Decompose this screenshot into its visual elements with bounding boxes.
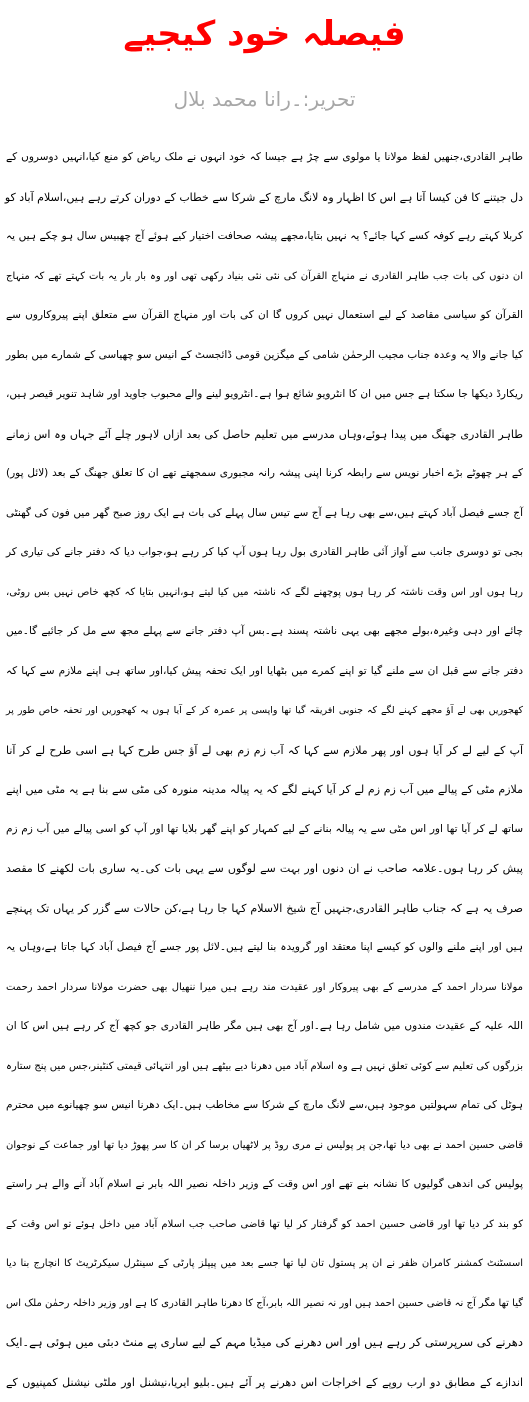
- article-line: دھرنے کی سرپرستی کر رہے ہیں اور اس دھرنے کی میڈیا مہم کے لیے ساری پے منٹ دبئی میں ہوئی ہے۔ایک: [6, 1323, 523, 1363]
- article-line: ریکارڈ دیکھا جا سکتا ہے جس میں ان کا انٹرویو شائع ہوا ہے۔انٹرویو لینے والے محبوب جاوید اور شاہد تنویر قیصر ہیں،: [6, 375, 523, 415]
- article-line: آپ کے لیے لے کر آیا ہوں اور پھر ملازم سے کہا کہ آب زم زم بھی لے آؤ جس طرح کہا ہے اسی طرح لے کر آنا: [6, 731, 523, 771]
- article-line: کربلا کہتے رہے کوفہ کسے کہا جائے؟ یہ نہیں بتایا،مجھے پیشہ صحافت اختیار کیے ہوئے آج چھبیس سال ہو چکے ہیں یہ: [6, 217, 523, 257]
- article-line: اللہ علیہ کے عقیدت مندوں میں شامل رہا ہے۔اور آج بھی ہیں مگر طاہر القادری جو کچھ آج کر رہے ہیں اس کا ان: [6, 1007, 523, 1047]
- article-line: طاہر القادری،جنھیں لفظ مولانا یا مولوی سے چڑ ہے جیسا کہ خود انہوں نے ملک ریاض کو منع کیا،انہیں دوسروں کے: [6, 138, 523, 178]
- article-line: کو بند کر دیا تھا اور قاضی حسین احمد کو گرفتار کر لیا تھا قاضی صاحب جب اسلام آباد میں داخل ہوئے تو اس وقت کے: [6, 1205, 523, 1245]
- article-line: قاضی حسین احمد نے بھی دیا تھا،جن پر پولیس نے مری روڈ پر لاٹھیاں برسا کر ان کا سر پھوڑ دیا تھا اور جماعت کے نوجوان: [6, 1126, 523, 1166]
- article-title: فیصلہ خود کیجیے: [0, 12, 529, 56]
- article-line: رہا ہوں اور اس وقت ناشتہ کر رہا ہوں پوچھنے لگے کہ ناشتہ میں کیا لیتے ہو،انہیں بتایا کہ کچھ خاص نہیں بس روٹی،: [6, 573, 523, 613]
- article-line: القرآن کو سیاسی مقاصد کے لیے استعمال نہیں کروں گا ان کی بات اور منہاج القرآن سے متعلق اپنے پیروکاروں سے: [6, 296, 523, 336]
- article-line: چائے اور دہی وغیرہ،بولے مجھے بھی یہی ناشتہ پسند ہے۔بس آپ دفتر جانے سے پہلے مجھ سے مل کر جائیے گا۔میں: [6, 612, 523, 652]
- article-line: صرف یہ ہے کہ جناب طاہر القادری،جنہیں آج شیخ الاسلام کہا جا رہا ہے،کن حالات سے گزر کر یہاں تک پہنچے: [6, 889, 523, 929]
- article-line: اندازے کے مطابق دو ارب روپے کے اخراجات اس دھرنے پر آئے ہیں۔بلیو ایریا،نیشنل اور ملٹی نیشنل کمپنیوں کے: [6, 1363, 523, 1402]
- article-line: مولانا سردار احمد کے مدرسے کے بھی پیروکار اور عقیدت مند رہے ہیں میرا ننھیال بھی حضرت مولانا سردار احمد رحمت: [6, 968, 523, 1008]
- article-line: ساتھ لے کر آیا تھا اور اس مٹی سے یہ پیالہ بنانے کے لیے کمہار کو اپنے گھر بلایا تھا اور آپ کو اسی پیالے میں آب زم زم: [6, 810, 523, 850]
- article-line: دل جیتنے کا فن کیسا آتا ہے اس کا اظہار وہ لانگ مارچ کے شرکا سے خطاب کے دوران کرتے رہے ہیں،اسلام آباد کو: [6, 178, 523, 218]
- article-line: ہوٹل کی تمام سہولتیں موجود ہیں،سے لانگ مارچ کے شرکا سے مخاطب ہیں۔ایک دھرنا انیس سو چھیانوے میں محترم: [6, 1086, 523, 1126]
- article-line: طاہر القادری جھنگ میں پیدا ہوئے،وہاں مدرسے میں تعلیم حاصل کی بعد ازاں لاہور چلے آئے جہاں وہ اس زمانے: [6, 415, 523, 455]
- article-body: [6, 138, 523, 1402]
- article-line: آج جسے فیصل آباد کہتے ہیں،سے بھی رہا ہے آج سے تیس سال پہلے کی بات ہے ایک روز صبح گھر میں فون کی گھنٹی: [6, 494, 523, 534]
- article-line: پیش کر رہا ہوں۔علامہ صاحب نے ان دنوں اور بہت سے لوگوں سے یہی بات کی۔یہ ساری بات لکھنے کا مقصد: [6, 849, 523, 889]
- article-line: ہیں اور اپنے ملنے والوں کو کیسے اپنا معتقد اور گرویدہ بنا لیتے ہیں۔لائل پور جسے آج فیصل آباد کہا جاتا ہے،وہاں یہ: [6, 928, 523, 968]
- article-line: کھجوریں بھی لے آؤ مجھے کہنے لگے کہ جنوبی افریقہ گیا تھا واپسی پر عمرہ کر کے آیا ہوں یہ کھجوریں اور تحفہ خاص طور پر: [6, 691, 523, 731]
- article-byline: تحریر:۔رانا محمد بلال: [0, 86, 529, 112]
- article-line: اسسٹنٹ کمشنر کامران ظفر نے ان پر پستول تان لیا تھا جسے بعد میں پیپلز پارٹی کے سینٹرل سیکرٹریٹ کا انچارج بنا دیا: [6, 1244, 523, 1284]
- article-line: ان دنوں کی بات جب طاہر القادری نے منہاج القرآن کی نئی نئی بنیاد رکھی تھی اور وہ بار بار یہ بات کہتے تھے کہ منہاج: [6, 257, 523, 297]
- article-line: کیا جانے والا یہ وعدہ جناب مجیب الرحمٰن شامی کے میگزین قومی ڈائجسٹ کے انیس سو چھیاسی کے شمارے میں بطور: [6, 336, 523, 376]
- article-line: دفتر جانے سے قبل ان سے ملنے گیا تو اپنے کمرے میں بٹھایا اور ایک تحفہ پیش کیا،اور ساتھ ہی اپنے ملازم سے کہا کہ: [6, 652, 523, 692]
- article-line: پولیس کی اندھی گولیوں کا نشانہ بنے تھے اور اس وقت کے وزیر داخلہ نصیر اللہ بابر نے اسلام آباد آنے والے ہر راستے: [6, 1165, 523, 1205]
- article-line: بجی تو دوسری جانب سے آواز آئی طاہر القادری بول رہا ہوں آپ کیا کر رہے ہو،جواب دیا کہ دفتر جانے کی تیاری کر: [6, 533, 523, 573]
- article-line: بزرگوں کی تعلیم سے کوئی تعلق نہیں ہے وہ اسلام آباد میں دھرنا دیے بیٹھے ہیں اور انتہائی قیمتی کنٹینر،جس میں پنج ستارہ: [6, 1047, 523, 1087]
- article-line: ملازم مٹی کے پیالے میں آب زم زم لے کر آیا کہنے لگے کہ یہ پیالہ مدینہ منورہ کی مٹی سے بنا ہے یہ مٹی میں اپنے: [6, 770, 523, 810]
- article-line: گیا تھا مگر آج نہ قاضی حسین احمد ہیں اور نہ نصیر اللہ بابر،آج کا دھرنا طاہر القادری کا ہے اور وزیر داخلہ رحمٰن ملک اس: [6, 1284, 523, 1324]
- article-line: کے ہر چھوٹے بڑے اخبار نویس سے رابطہ کرنا اپنی پیشہ رانہ مجبوری سمجھتے تھے ان کا تعلق جھنگ کے بعد (لائل پور): [6, 454, 523, 494]
